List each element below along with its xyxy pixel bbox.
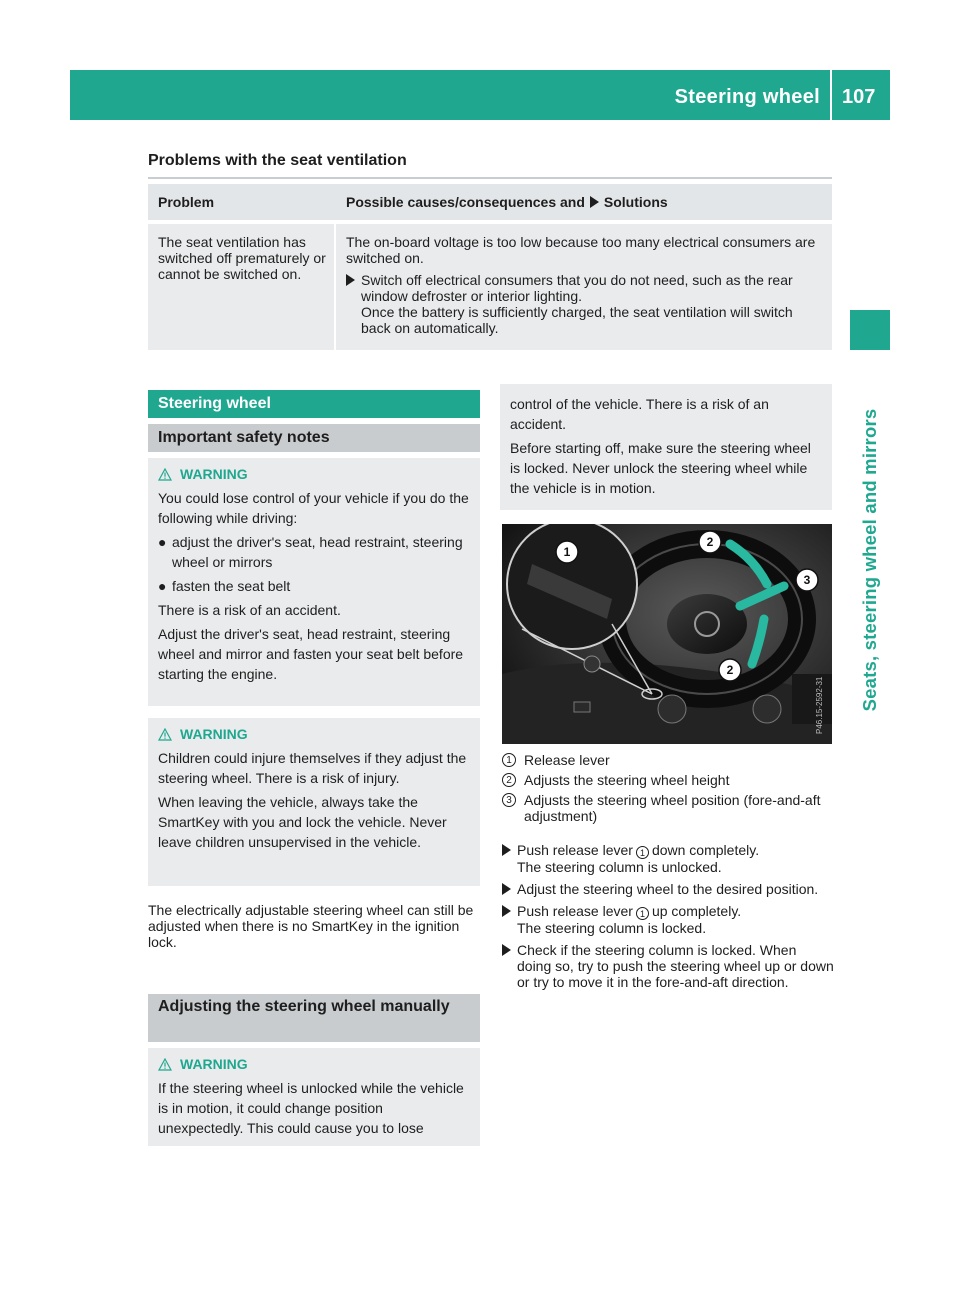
warning-box-continued: [500, 384, 832, 510]
callout-number-icon: 1: [502, 753, 516, 767]
legend-text: Adjusts the steering wheel height: [524, 772, 730, 788]
step-text-pre: Push release lever: [517, 842, 633, 858]
bullet-text: fasten the seat belt: [172, 578, 291, 594]
page-number: 107: [842, 86, 876, 108]
action-arrow-icon: [346, 274, 355, 286]
header-solutions-pre: Possible causes/consequences and: [346, 194, 585, 210]
warning-label: WARNING: [180, 726, 248, 742]
legend-item: [502, 752, 832, 768]
procedure-step: [502, 881, 834, 897]
action-arrow-icon: [590, 196, 599, 208]
callout-number-icon: 1: [636, 907, 649, 920]
warning-triangle-icon: [158, 1058, 172, 1071]
bullet-text: adjust the driver's seat, head restraint, steering wheel or mirrors: [172, 534, 463, 570]
section-rule: [148, 177, 832, 179]
procedure-step: [502, 842, 834, 875]
step-text: [517, 903, 741, 920]
solution-result: Once the battery is sufficiently charged, the seat ventilation will switch back on automatically.: [361, 304, 793, 336]
step-text: [517, 842, 759, 859]
list-item: [158, 576, 470, 596]
procedure-step: [502, 903, 834, 936]
chapter-tab: [850, 370, 890, 750]
warning-risk: There is a risk of an accident.: [158, 602, 341, 618]
procedure-steps: [502, 842, 834, 996]
figure-code: P46.15-2592-31: [815, 676, 824, 734]
procedure-step: [502, 942, 834, 990]
legend-item: [502, 772, 832, 788]
warning-box: [148, 718, 480, 886]
table-header: [148, 184, 832, 220]
warning-text: Children could injure themselves if they adjust the steering wheel. There is a risk of injury.: [158, 750, 467, 786]
step-text: Check if the steering column is locked. When doing so, try to push the steering wheel up or down or try to move it in the fore-and-aft direction.: [517, 942, 834, 990]
problem-cell: The seat ventilation has switched off prematurely or cannot be switched on.: [148, 224, 336, 350]
warning-text: control of the vehicle. There is a risk of an accident.: [510, 396, 769, 432]
warning-box: [148, 1048, 480, 1146]
legend-text: Release lever: [524, 752, 610, 768]
callout-number-icon: 1: [636, 846, 649, 859]
steering-wheel-photo: [502, 524, 832, 744]
header-problem: Problem: [158, 194, 215, 210]
steering-wheel-illustration: [502, 524, 832, 744]
bullet-icon: ●: [158, 534, 167, 550]
section-title: Problems with the seat ventilation: [148, 152, 407, 169]
step-text-post: up completely.: [651, 903, 742, 919]
warning-triangle-icon: [158, 728, 172, 741]
callout-number-icon: 2: [502, 773, 516, 787]
warning-header: [158, 464, 470, 484]
header-solutions: [336, 194, 668, 210]
manual-adjust-heading: Adjusting the steering wheel manually: [148, 994, 480, 1042]
warning-label: WARNING: [180, 1056, 248, 1072]
solution-step: [346, 272, 824, 336]
steering-heading: Steering wheel: [148, 390, 480, 418]
action-arrow-icon: [502, 883, 511, 895]
step-text-post: down completely.: [651, 842, 760, 858]
warning-box: [148, 458, 480, 706]
callout-number-icon: 3: [502, 793, 516, 807]
svg-text:2: 2: [726, 663, 734, 677]
legend-item: [502, 792, 832, 824]
warning-text: You could lose control of your vehicle if you do the following while driving:: [158, 490, 469, 526]
warning-header: [158, 724, 470, 744]
cause-text: The on-board voltage is too low because too many electrical consumers are switched on.: [346, 234, 816, 266]
list-item: [158, 532, 470, 572]
warning-text: If the steering wheel is unlocked while the vehicle is in motion, it could change position unexpectedly. This could cause you to lose: [158, 1080, 464, 1136]
warning-triangle-icon: [158, 468, 172, 481]
solution-cell: [336, 224, 832, 350]
figure-legend: [502, 752, 832, 828]
action-arrow-icon: [502, 844, 511, 856]
action-arrow-icon: [502, 944, 511, 956]
step-text: Adjust the steering wheel to the desired position.: [517, 881, 819, 897]
page-title: Steering wheel: [674, 86, 820, 108]
table-row: [148, 224, 832, 350]
chapter-tab-label: Seats, steering wheel and mirrors: [859, 408, 880, 712]
electric-note: The electrically adjustable steering wheel can still be adjusted when there is no SmartKey in the ignition lock.: [148, 902, 474, 950]
svg-text:2: 2: [706, 535, 714, 549]
header-solutions-post: Solutions: [603, 194, 668, 210]
legend-text: Adjusts the steering wheel position (fore-and-aft adjustment): [524, 792, 821, 824]
safety-notes-heading: Important safety notes: [148, 424, 480, 452]
problem-table: [148, 184, 832, 350]
bullet-icon: ●: [158, 578, 167, 594]
solution-text: Switch off electrical consumers that you do not need, such as the rear window defroster or interior lighting.: [361, 272, 793, 304]
svg-text:1: 1: [563, 545, 571, 559]
warning-advice: Before starting off, make sure the steering wheel is locked. Never unlock the steering wheel while the vehicle is in motion.: [510, 440, 811, 496]
warning-header: [158, 1054, 470, 1074]
svg-text:3: 3: [803, 573, 811, 587]
warning-label: WARNING: [180, 466, 248, 482]
warning-advice: Adjust the driver's seat, head restraint, steering wheel and mirror and fasten your seat belt before starting the engine.: [158, 626, 464, 682]
warning-advice: When leaving the vehicle, always take the SmartKey with you and lock the vehicle. Never leave children unsupervised in the vehicle.: [158, 794, 447, 850]
step-result: The steering column is unlocked.: [517, 859, 722, 875]
step-result: The steering column is locked.: [517, 920, 707, 936]
header-divider: [830, 70, 832, 120]
step-text-pre: Push release lever: [517, 903, 633, 919]
chapter-tab-marker: [850, 310, 890, 350]
action-arrow-icon: [502, 905, 511, 917]
